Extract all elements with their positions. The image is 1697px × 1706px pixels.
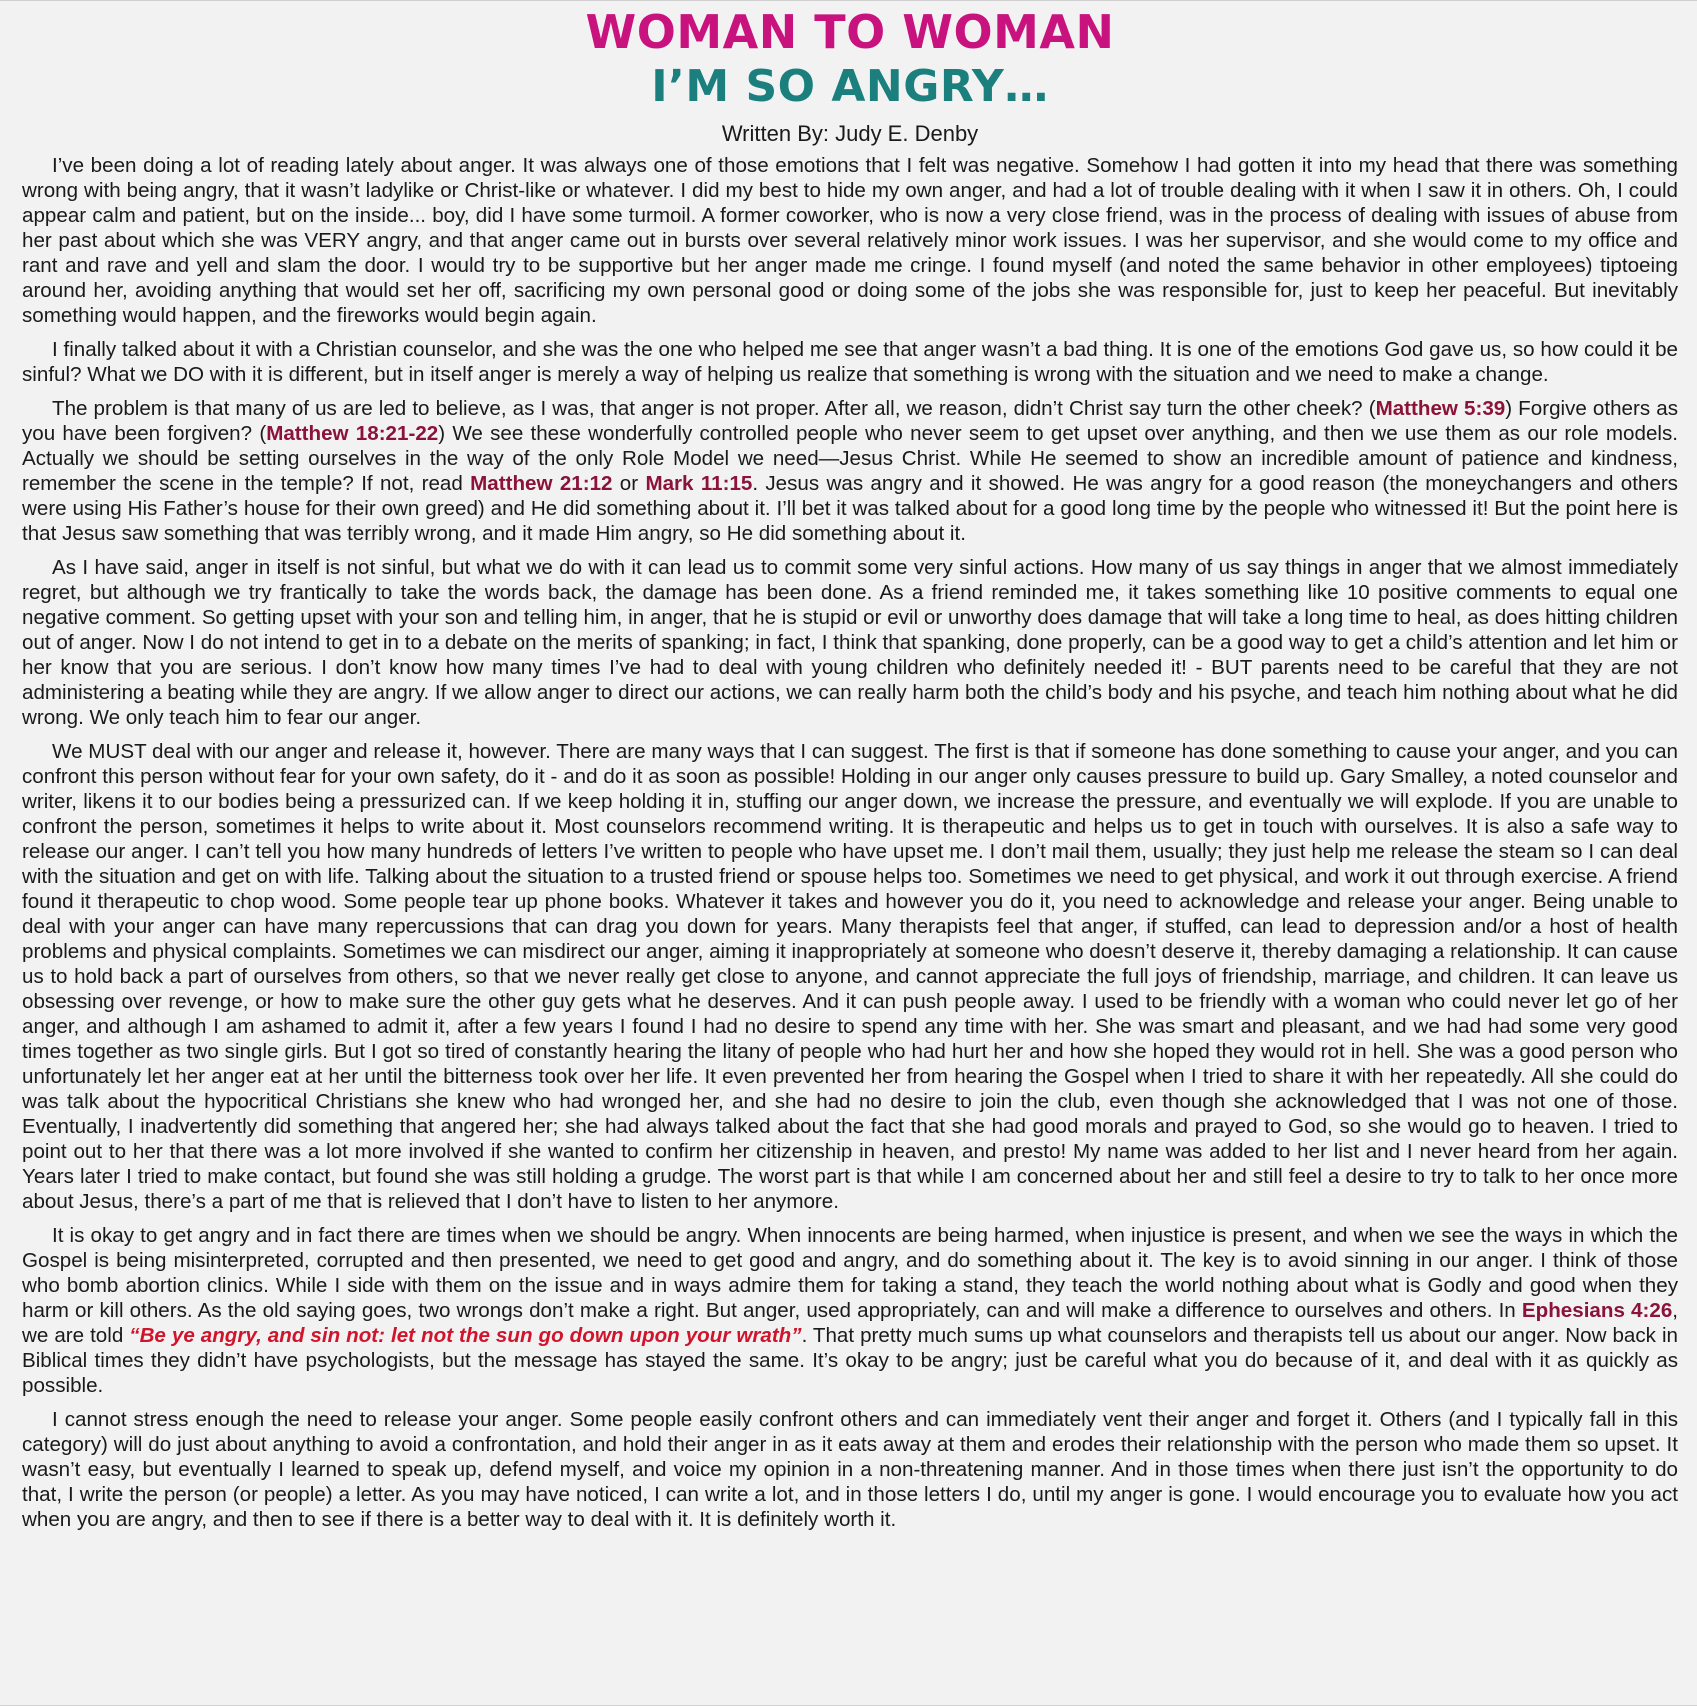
paragraph-3-text-1: The problem is that many of us are led to believe, as I was, that anger is not proper. After all, we reason, didn’t Christ say turn the other cheek? ( [52,397,1376,420]
paragraph-7: I cannot stress enough the need to release your anger. Some people easily confront others and can immediately vent their anger and forget it. Others (and I typically fall in this category) will do just about anything to avoid a confrontation, and hold their anger in as it eats away at them and erodes their relationship with the person who made them so upset. It wasn’t easy, but eventually I learned to speak up, defend myself, and voice my opinion in a non-threatening manner. And in those times when there just isn’t the opportunity to do that, I write the person (or people) a letter. As you may have noticed, I can write a lot, and in those letters I do, until my anger is gone. I would encourage you to evaluate how you act when you are angry, and then to see if there is a better way to deal with it. It is definitely worth it. [22,1408,1678,1531]
paragraph-3-text-5: . Jesus was angry and it showed. He was angry for a good reason (the moneychangers and others were using His Father’s house for their own greed) and He did something about it. I’ll bet it was talked about for a good long time by the people who witnessed it! But the point here is that Jesus saw something that was terribly wrong, and it made Him angry, so He did something about it. [22,472,1678,545]
scripture-ref-matthew-18-21: Matthew 18:21-22 [266,422,439,445]
paragraph-3-text-2: ) Forgive others as you have been forgiven? ( [22,397,1678,445]
article-title: I’M SO ANGRY… [651,61,1049,112]
paragraph-6-text-2: , we are told [22,1299,1679,1347]
paragraph-3-text-3: ) We see these wonderfully controlled people who never seem to get upset over anything, and then we use them as our role models. Actually we should be setting ourselves in the way of the only Role Model we need—Jesus Christ. While He seemed to show an incredible amount of patience and kindness, remember the scene in the temple? If not, read [22,422,1678,495]
byline: Written By: Judy E. Denby [721,121,979,146]
paragraph-6-text-1: It is okay to get angry and in fact there are times when we should be angry. When innocents are being harmed, when injustice is present, and when we see the ways in which the Gospel is being misinterpreted, corrupted and then presented, we need to get good and angry, and do something about it. The key is to avoid sinning in our anger. I think of those who bomb abortion clinics. While I side with them on the issue and in ways admire them for taking a stand, they teach the world nothing about what is Godly and good when they harm or kill others. As the old saying goes, two wrongs don’t make a right. But anger, used appropriately, can and will make a difference to ourselves and others. In [22,1224,1678,1322]
scripture-ref-matthew-21-12: Matthew 21:12 [470,472,613,495]
column-title: WOMAN TO WOMAN [585,5,1115,59]
paragraph-6-text-3: . That pretty much sums up what counselors and therapists tell us about our anger. Now back in Biblical times they didn’t have psychologists, but the message has stayed the same. It’s okay to be angry; just be careful what you do because of it, and deal with it as quickly as possible. [22,1324,1678,1397]
paragraph-3-text-4: or [612,472,646,495]
paragraph-6 [22,1223,1678,1398]
paragraph-5: We MUST deal with our anger and release it, however. There are many ways that I can suggest. The first is that if someone has done something to cause your anger, and you can confront this person without fear for your own safety, do it - and do it as soon as possible! Holding in our anger only causes pressure to build up. Gary Smalley, a noted counselor and writer, likens it to our bodies being a pressurized can. If we keep holding it in, stuffing our anger down, we increase the pressure, and eventually we will explode. If you are unable to confront the person, sometimes it helps to write about it. Most counselors recommend writing. It is therapeutic and helps us to get in touch with ourselves. It is also a safe way to release our anger. I can’t tell you how many hundreds of letters I’ve written to people who have upset me. I don’t mail them, usually; they just help me release the steam so I can deal with the situation and get on with life. Talking about the situation to a trusted friend or spouse helps too. Sometimes we need to get physical, and work it out through exercise. A friend found it therapeutic to chop wood. Some people tear up phone books. Whatever it takes and however you do it, you need to acknowledge and release your anger. Being unable to deal with your anger can have many repercussions that can drag you down for years. Many therapists feel that anger, if stuffed, can lead to depression and/or a host of health problems and physical complaints. Sometimes we can misdirect our anger, aiming it inappropriately at someone who doesn’t deserve it, thereby damaging a relationship. It can cause us to hold back a part of ourselves from others, so that we never really get close to anyone, and cannot appreciate the full joys of friendship, marriage, and children. It can leave us obsessing over revenge, or how to make sure the other guy gets what he deserves. And it can push people away. I used to be friendly with a woman who could never let go of her anger, and although I am ashamed to admit it, after a few years I found I had no desire to spend any time with her. She was smart and pleasant, and we had had some very good times together as two single girls. But I got so tired of constantly hearing the litany of people who had hurt her and how she hoped they would rot in hell. She was a good person who unfortunately let her anger eat at her until the bitterness took over her life. It even prevented her from hearing the Gospel when I tried to share it with her repeatedly. All she could do was talk about the hypocritical Christians she knew who had wronged her, and she had no desire to join the club, even though she acknowledged that I was not one of those. Eventually, I inadvertently did something that angered her; she had always talked about the fact that she had good morals and prayed to God, so she would go to heaven. I tried to point out to her that there was a lot more involved if she wanted to confirm her citizenship in heaven, and presto! My name was added to her list and I never heard from her again. Years later I tried to make contact, but found she was still holding a grudge. The worst part is that while I am concerned about her and still feel a desire to try to talk to her once more about Jesus, there’s a part of me that is relieved that I don’t have to listen to her anymore. [22,740,1678,1213]
paragraph-3 [22,396,1678,546]
scripture-ref-mark-11-15: Mark 11:15 [645,472,753,495]
scripture-quote: “Be ye angry, and sin not: let not the sun go down upon your wrath” [129,1324,802,1347]
paragraph-2: I finally talked about it with a Christian counselor, and she was the one who helped me see that anger wasn’t a bad thing. It is one of the emotions God gave us, so how could it be sinful? What we DO with it is different, but in itself anger is merely a way of helping us realize that something is wrong with the situation and we need to make a change. [22,338,1678,386]
scripture-ref-matthew-5-39: Matthew 5:39 [1375,397,1506,420]
scripture-ref-ephesians-4-26: Ephesians 4:26 [1521,1299,1673,1322]
paragraph-1: I’ve been doing a lot of reading lately about anger. It was always one of those emotions that I felt was negative. Somehow I had gotten it into my head that there was something wrong with being angry, that it wasn’t ladylike or Christ-like or whatever. I did my best to hide my own anger, and had a lot of trouble dealing with it when I saw it in others. Oh, I could appear calm and patient, but on the inside... boy, did I have some turmoil. A former coworker, who is now a very close friend, was in the process of dealing with issues of abuse from her past about which she was VERY angry, and that anger came out in bursts over several relatively minor work issues. I was her supervisor, and she would come to my office and rant and rave and yell and slam the door. I would try to be supportive but her anger made me cringe. I found myself (and noted the same behavior in other employees) tiptoeing around her, avoiding anything that would set her off, sacrificing my own personal good or doing some of the jobs she was responsible for, just to keep her peaceful. But inevitably something would happen, and the fireworks would begin again. [22,154,1678,327]
paragraph-4: As I have said, anger in itself is not sinful, but what we do with it can lead us to commit some very sinful actions. How many of us say things in anger that we almost immediately regret, but although we try frantically to take the words back, the damage has been done. As a friend reminded me, it takes something like 10 positive comments to equal one negative comment. So getting upset with your son and telling him, in anger, that he is stupid or evil or unworthy does damage that will take a long time to heal, as does hitting children out of anger. Now I do not intend to get in to a debate on the merits of spanking; in fact, I think that spanking, done properly, can be a good way to get a child’s attention and let him or her know that you are serious. I don’t know how many times I’ve had to deal with young children who definitely needed it! - BUT parents need to be careful that they are not administering a beating while they are angry. If we allow anger to direct our actions, we can really harm both the child’s body and his psyche, and teach him nothing about what he did wrong. We only teach him to fear our anger. [22,556,1678,729]
